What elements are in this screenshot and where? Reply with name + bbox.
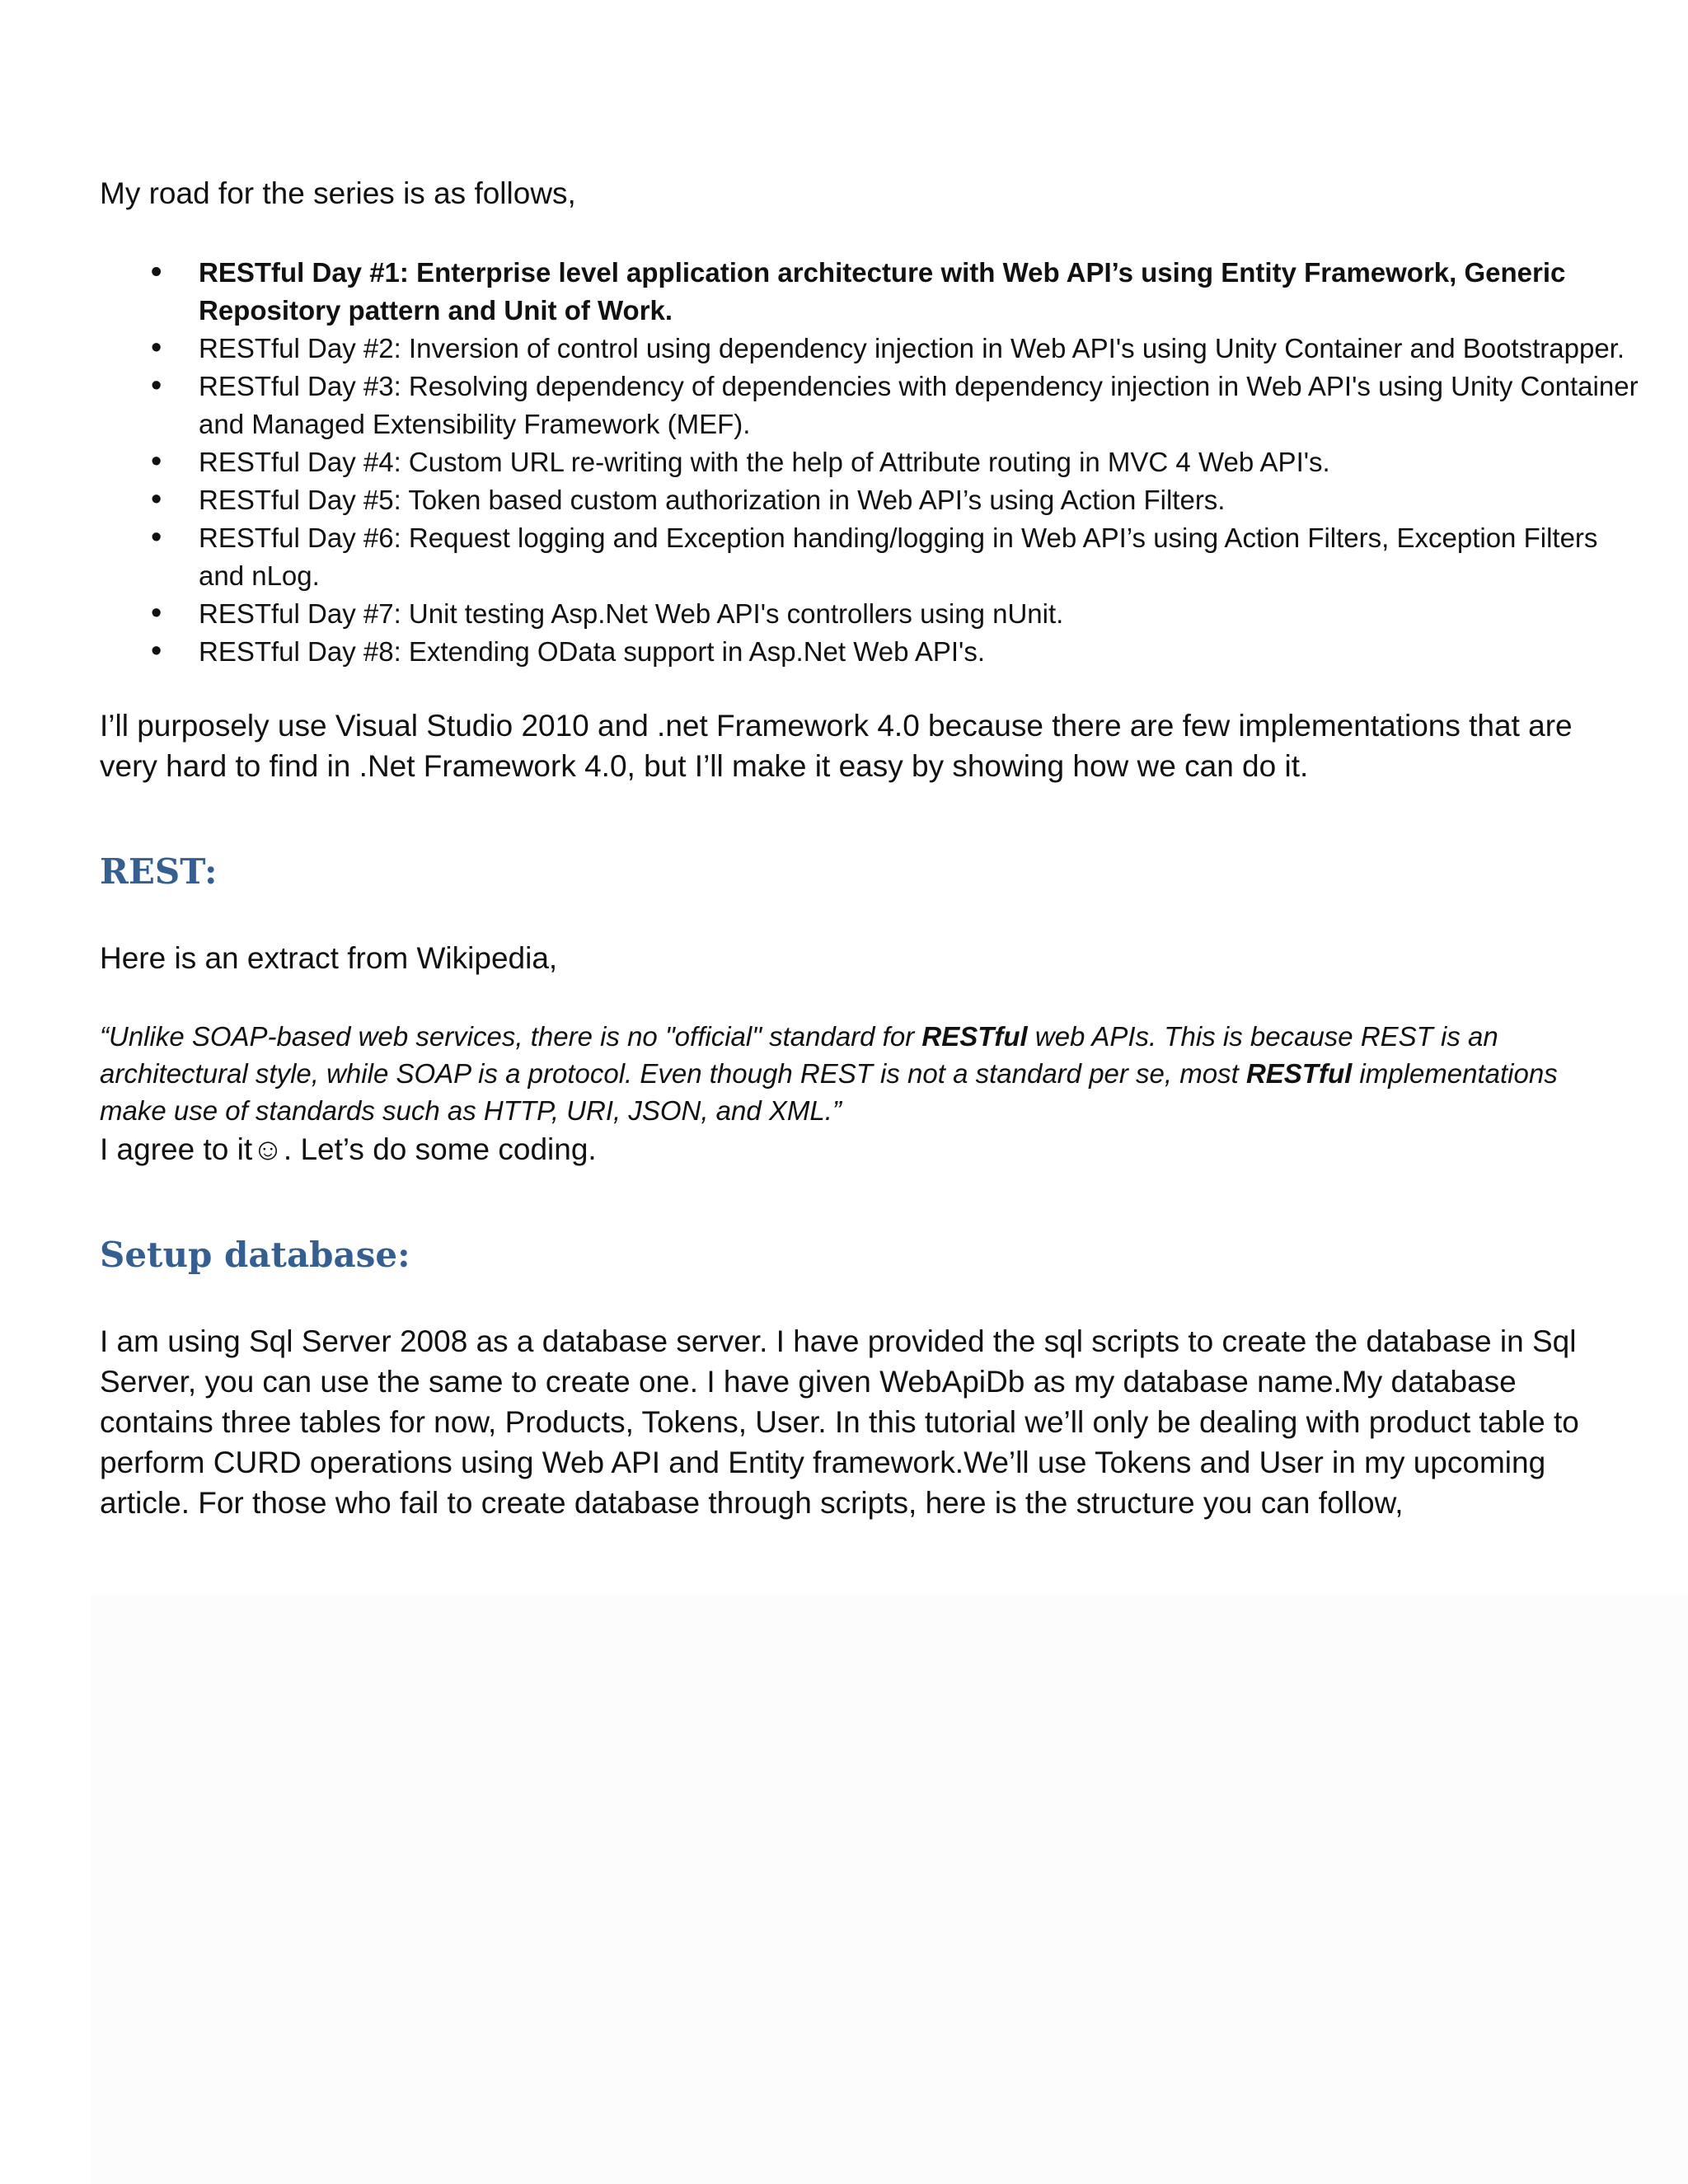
list-item-text: RESTful Day #4: Custom URL re-writing with the help of Attribute routing in MVC 4 Web API's. [199,447,1330,477]
bullet-icon: • [151,520,162,555]
list-item-text: RESTful Day #8: Extending OData support in Asp.Net Web API's. [199,636,986,667]
quote-emphasis: RESTful [921,1021,1028,1052]
list-item [100,368,1649,443]
list-item-text: RESTful Day #6: Request logging and Exception handing/logging in Web API’s using Action Filters, Exception Filters and nLog. [199,523,1598,591]
wikipedia-quote [100,1018,1567,1129]
bullet-icon: • [151,330,162,365]
list-item [100,254,1649,330]
list-item-text: RESTful Day #1: Enterprise level application architecture with Web API’s using Entity Framework, Generic Repository pattern and Unit of Work. [199,257,1566,326]
list-item [100,519,1649,595]
bullet-icon: • [151,596,162,630]
list-item-text: RESTful Day #3: Resolving dependency of dependencies with dependency injection in Web API's using Unity Container and Managed Extensibility Framework (MEF). [199,371,1639,439]
quote-text: web APIs. This is because REST is an architectural style, while SOAP is a protocol. Even though REST is not a standard per se, most [100,1021,1498,1089]
bullet-icon: • [151,444,162,479]
document-page [100,173,1639,1523]
series-list [100,254,1639,671]
bullet-icon: • [151,368,162,403]
list-item [100,595,1649,633]
setup-paragraph: I am using Sql Server 2008 as a database server. I have provided the sql scripts to create the database in Sql Server, you can use the same to create one. I have given WebApiDb as my database name.My database contains three tables for now, Products, Tokens, User. In this tutorial we’ll only be dealing with product table to perform CURD operations using Web API and Entity framework.We’ll use Tokens and User in my upcoming article. For those who fail to create database through scripts, here is the structure you can follow, [100,1324,1579,1520]
list-item-text: RESTful Day #7: Unit testing Asp.Net Web API's controllers using nUnit. [199,598,1064,629]
list-item [100,330,1649,368]
list-item [100,443,1649,481]
agree-text: I agree to it☺. Let’s do some coding. [100,1132,597,1166]
intro-text: My road for the series is as follows, [100,176,576,210]
list-item-text: RESTful Day #2: Inversion of control using dependency injection in Web API's using Unity Container and Bootstrapper. [199,333,1625,363]
quote-emphasis: RESTful [1245,1058,1353,1089]
list-item [100,481,1649,519]
image-placeholder-area [91,1595,1688,2184]
quote-text: “Unlike SOAP-based web services, there is no "official" standard for [100,1021,922,1052]
bullet-icon: • [151,634,162,668]
extract-intro: Here is an extract from Wikipedia, [100,941,558,975]
quote-text: implementations make use of standards such as HTTP, URI, JSON, and XML.” [100,1058,1558,1126]
list-item [100,633,1649,671]
rest-heading: REST: [100,851,218,892]
bullet-icon: • [151,255,162,289]
setup-database-heading: Setup database: [100,1235,410,1275]
framework-paragraph: I’ll purposely use Visual Studio 2010 and .net Framework 4.0 because there are few implementations that are very hard to find in .Net Framework 4.0, but I’ll make it easy by showing how we can do it. [100,709,1573,783]
list-item-text: RESTful Day #5: Token based custom authorization in Web API’s using Action Filters. [199,485,1226,515]
bullet-icon: • [151,482,162,517]
